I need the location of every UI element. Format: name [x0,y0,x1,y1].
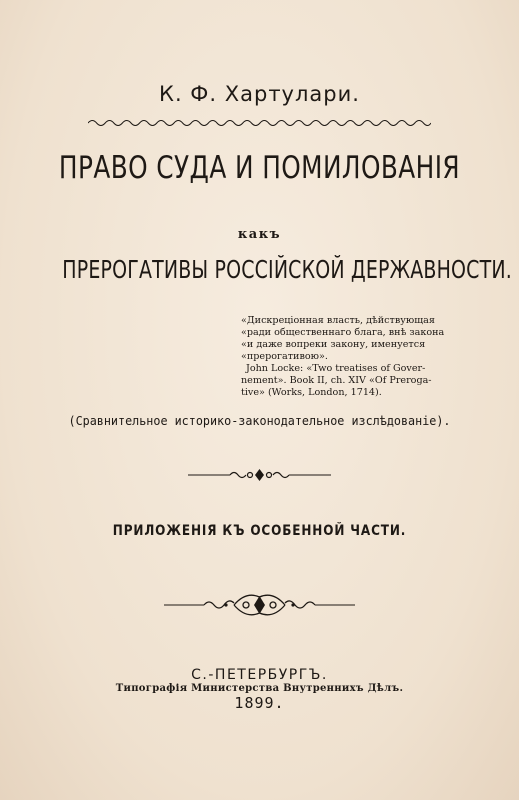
epigraph-source-line: nement». Book II, ch. XIV «Of Preroga- [241,375,432,386]
author-name: К. Ф. Хартулари. [159,82,360,106]
book-subtitle: ПРЕРОГАТИВЫ РОССІЙСКОЙ ДЕРЖАВНОСТИ. [62,255,512,284]
printer-name: Типографія Министерства Внутреннихъ Дѣлъ. [115,683,404,694]
study-note: (Сравнительное историко-законодательное изслѣдованіе). [68,413,451,428]
epigraph-line: «и даже вопреки закону, именуется [241,339,426,350]
epigraph [241,315,445,399]
publication-city: С.-ПЕТЕРБУРГЪ. [191,667,328,683]
book-title: ПРАВО СУДА И ПОМИЛОВАНІЯ [58,150,461,186]
wavy-rule-ornament [88,118,431,128]
title-conjunction: какъ [237,227,282,242]
epigraph-line: «Дискреціонная власть, дѣйствующая [241,315,435,326]
epigraph-line: «прерогативою». [241,351,328,362]
small-fleuron-rule [188,467,331,483]
publication-year: 1899. [234,694,285,712]
epigraph-line: «ради общественнаго блага, внѣ закона [241,327,445,338]
epigraph-source-line: John Locke: «Two treatises of Gover- [246,363,426,374]
appendix-heading: ПРИЛОЖЕНІЯ КЪ ОСОБЕННОЙ ЧАСТИ. [112,523,407,539]
epigraph-source-line: tive» (Works, London, 1714). [241,387,382,398]
large-fleuron-rule [164,592,355,618]
